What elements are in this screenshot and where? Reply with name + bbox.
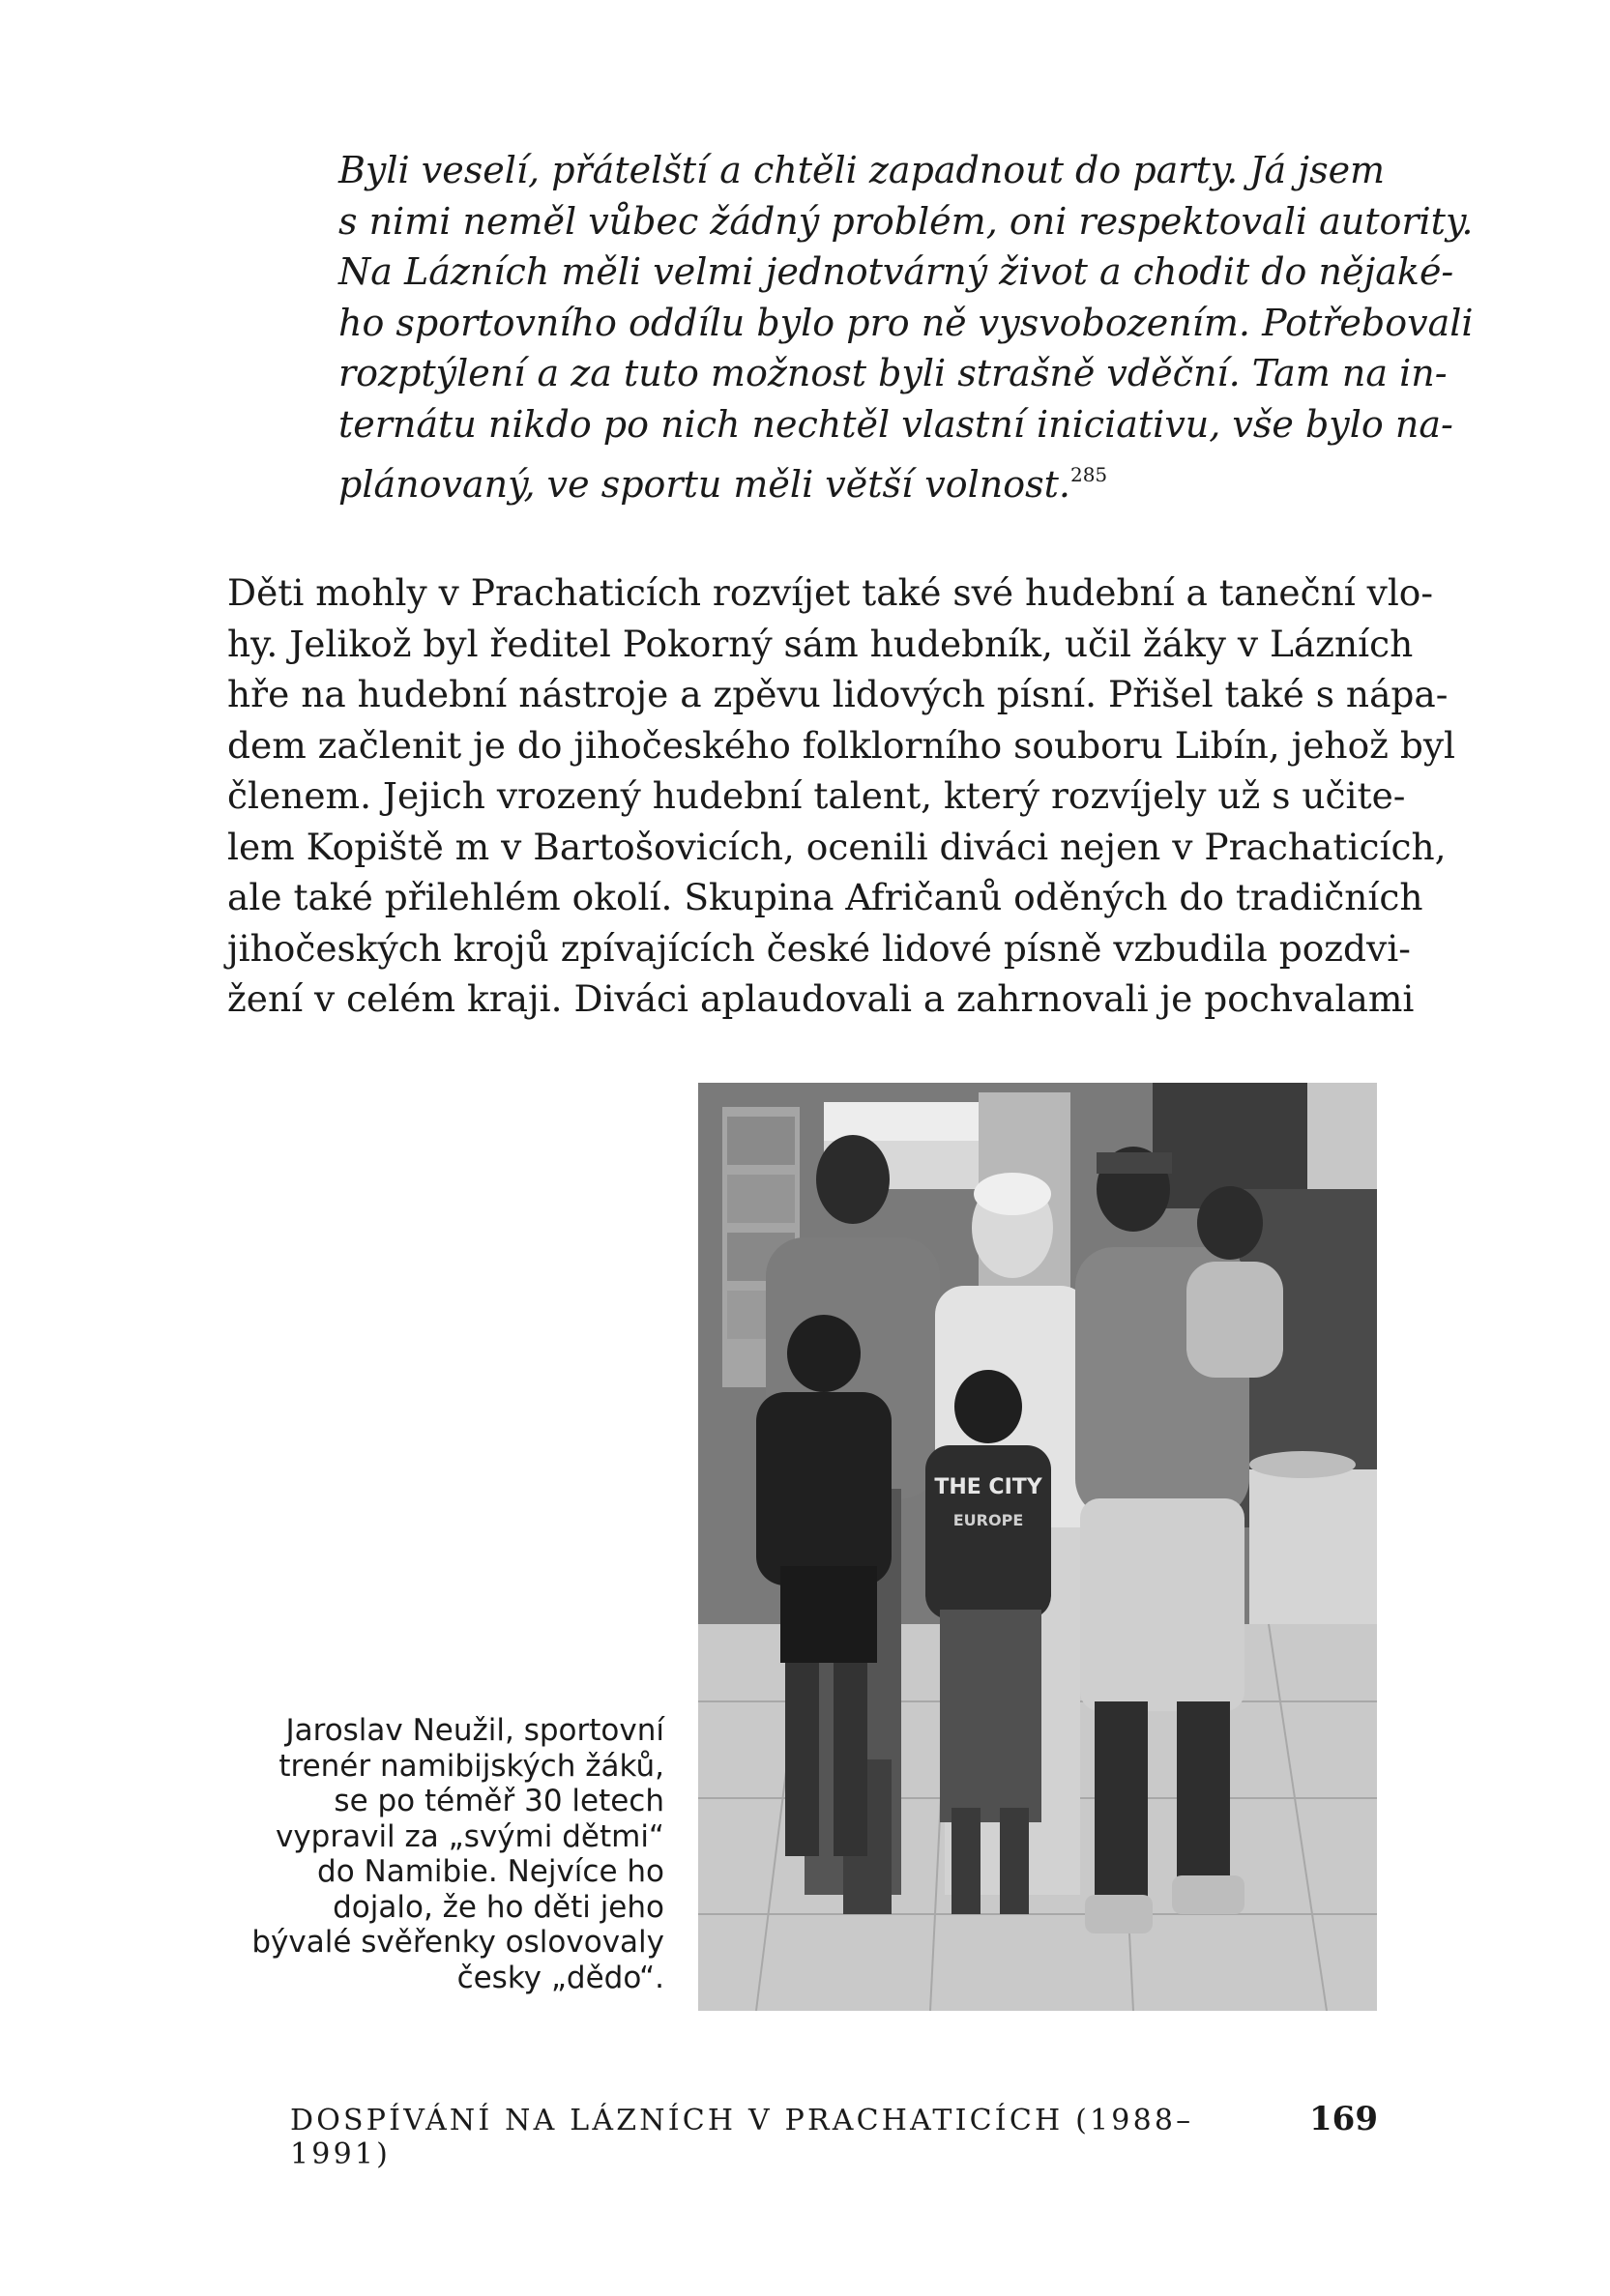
quote-line: Byli veselí, přátelští a chtěli zapadnout do party. Já jsem [338,149,1386,191]
caption-line: bývalé svěřenky oslovovaly [251,1925,664,1960]
paragraph-line: jihočeských krojů zpívajících české lidové písně vzbudila pozdvi- [227,926,1411,970]
quote-line: Na Lázních měli velmi jednotvárný život a chodit do nějaké- [338,250,1454,293]
group-photo-illustration [698,1083,1377,2011]
paragraph-line: hře na hudební nástroje a zpěvu lidových písní. Přišel také s nápa- [227,673,1449,715]
paragraph-line: dem začlenit je do jihočeského folklorního souboru Libín, jehož byl [227,723,1456,767]
shirt-print-top: THE CITY [934,1475,1042,1499]
caption-line: vypravil za „svými dětmi“ [275,1818,664,1854]
caption-line: trenér namibijských žáků, [278,1748,664,1784]
quote-line-last [338,450,1373,506]
paragraph-line: členem. Jejich vrozený hudební talent, který rozvíjely už s učite- [227,774,1406,817]
caption-line: dojalo, že ho děti jeho [333,1889,664,1925]
photo-caption [193,1713,664,1995]
group-photo [698,1083,1377,2011]
caption-line: se po téměř 30 letech [334,1784,664,1818]
paragraph-line: žení v celém kraji. Diváci aplaudovali a zahrnovali je pochvalami [227,977,1415,1020]
quote-line: ternátu nikdo po nich nechtěl vlastní iniciativu, vše bylo na- [338,402,1453,446]
quote-line: rozptýlení a za tuto možnost byli strašně vděční. Tam na in- [338,352,1448,394]
paragraph-line: Děti mohly v Prachaticích rozvíjet také své hudební a taneční vlo- [227,571,1434,614]
caption-line: do Namibie. Nejvíce ho [317,1854,664,1889]
caption-line: Jaroslav Neužil, sportovní [285,1713,664,1748]
block-quote [338,145,1474,506]
page-footer [290,2100,1378,2171]
quote-line: ho sportovního oddílu bylo pro ně vysvobozením. Potřebovali [338,301,1474,344]
footnote-marker: 285 [1069,463,1108,486]
paragraph-line: lem Kopiště m v Bartošovicích, ocenili diváci nejen v Prachaticích, [227,825,1447,868]
body-paragraph [227,567,1456,1025]
quote-line-text: plánovaný, ve sportu měli větší volnost. [338,463,1070,506]
running-head: DOSPÍVÁNÍ NA LÁZNÍCH V PRACHATICÍCH (1988–1991) [290,2104,1194,2171]
paragraph-line: ale také přilehlém okolí. Skupina Afričanů oděných do tradičních [227,876,1423,918]
paragraph-line: hy. Jelikož byl ředitel Pokorný sám hudebník, učil žáky v Lázních [227,622,1414,665]
page-number: 169 [1309,2100,1378,2138]
quote-line: s nimi neměl vůbec žádný problém, oni respektovali autority. [338,199,1474,243]
caption-line: česky „dědo“. [456,1960,664,1995]
shirt-print-bottom: EUROPE [952,1511,1024,1529]
